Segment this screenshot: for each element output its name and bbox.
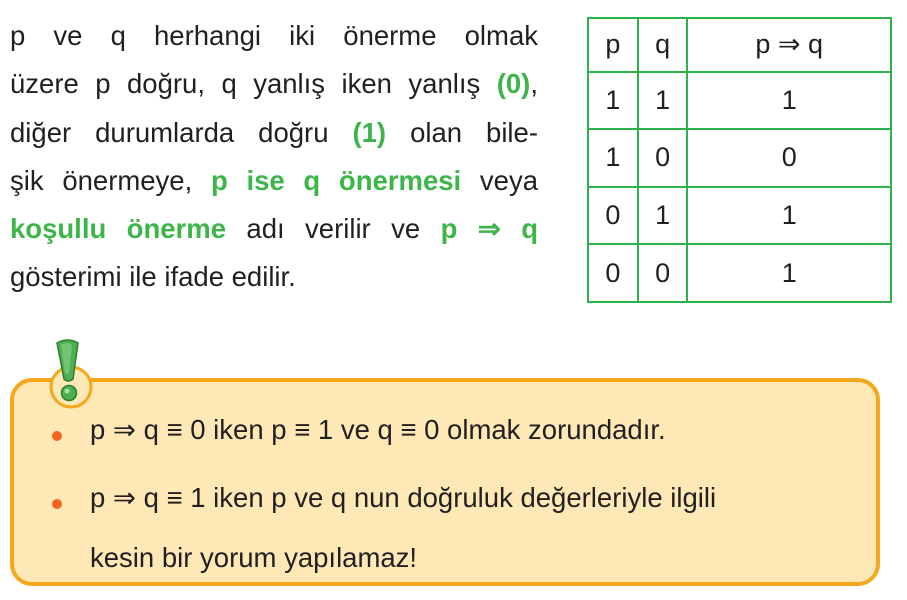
false-value-highlight: (0) <box>496 68 531 100</box>
truth-table-header <box>588 18 891 72</box>
implication-notation: p ⇒ q <box>440 213 538 245</box>
header-p: p <box>588 18 638 72</box>
table-cell: 1 <box>638 187 688 245</box>
term-kosullu-onerme: koşullu önerme <box>10 213 226 245</box>
table-row <box>588 244 891 302</box>
true-value-highlight: (1) <box>352 116 387 148</box>
bullet-dot <box>52 499 62 509</box>
para-line-5: koşullu önerme adı verilir ve p ⇒ q <box>10 213 538 245</box>
table-cell: 1 <box>638 72 688 130</box>
para-line-4: şik önermeye, p ise q önermesi veya <box>10 164 538 196</box>
table-cell: 1 <box>588 129 638 187</box>
para-line-2: üzere p doğru, q yanlış iken yanlış (0), <box>10 68 538 100</box>
table-cell: 0 <box>687 129 891 187</box>
table-cell: 1 <box>687 187 891 245</box>
para-line-1: p ve q herhangi iki önerme olmak <box>10 20 538 51</box>
table-cell: 0 <box>638 129 688 187</box>
definition-paragraph <box>10 12 538 302</box>
bullet-dot <box>52 431 62 441</box>
table-row <box>588 187 891 245</box>
truth-table <box>587 17 892 303</box>
table-cell: 0 <box>588 244 638 302</box>
note-item-2-line-2: kesin bir yorum yapılamaz! <box>90 542 418 573</box>
header-implication: p ⇒ q <box>687 18 891 72</box>
table-cell: 0 <box>588 187 638 245</box>
table-row <box>588 129 891 187</box>
table-cell: 0 <box>638 244 688 302</box>
table-cell: 1 <box>687 244 891 302</box>
term-p-ise-q: p ise q önermesi <box>210 164 462 196</box>
exclamation-icon <box>40 335 98 411</box>
table-row <box>588 72 891 130</box>
table-cell: 1 <box>588 72 638 130</box>
para-line-6: gösterimi ile ifade edilir. <box>10 261 296 293</box>
note-item-1: p ⇒ q ≡ 0 iken p ≡ 1 ve q ≡ 0 olmak zorundadır. <box>90 414 666 445</box>
header-q: q <box>638 18 688 72</box>
para-line-3: diğer durumlarda doğru (1) olan bile- <box>10 116 538 148</box>
table-cell: 1 <box>687 72 891 130</box>
note-item-2-line-1: p ⇒ q ≡ 1 iken p ve q nun doğruluk değerleriyle ilgili <box>90 482 717 513</box>
